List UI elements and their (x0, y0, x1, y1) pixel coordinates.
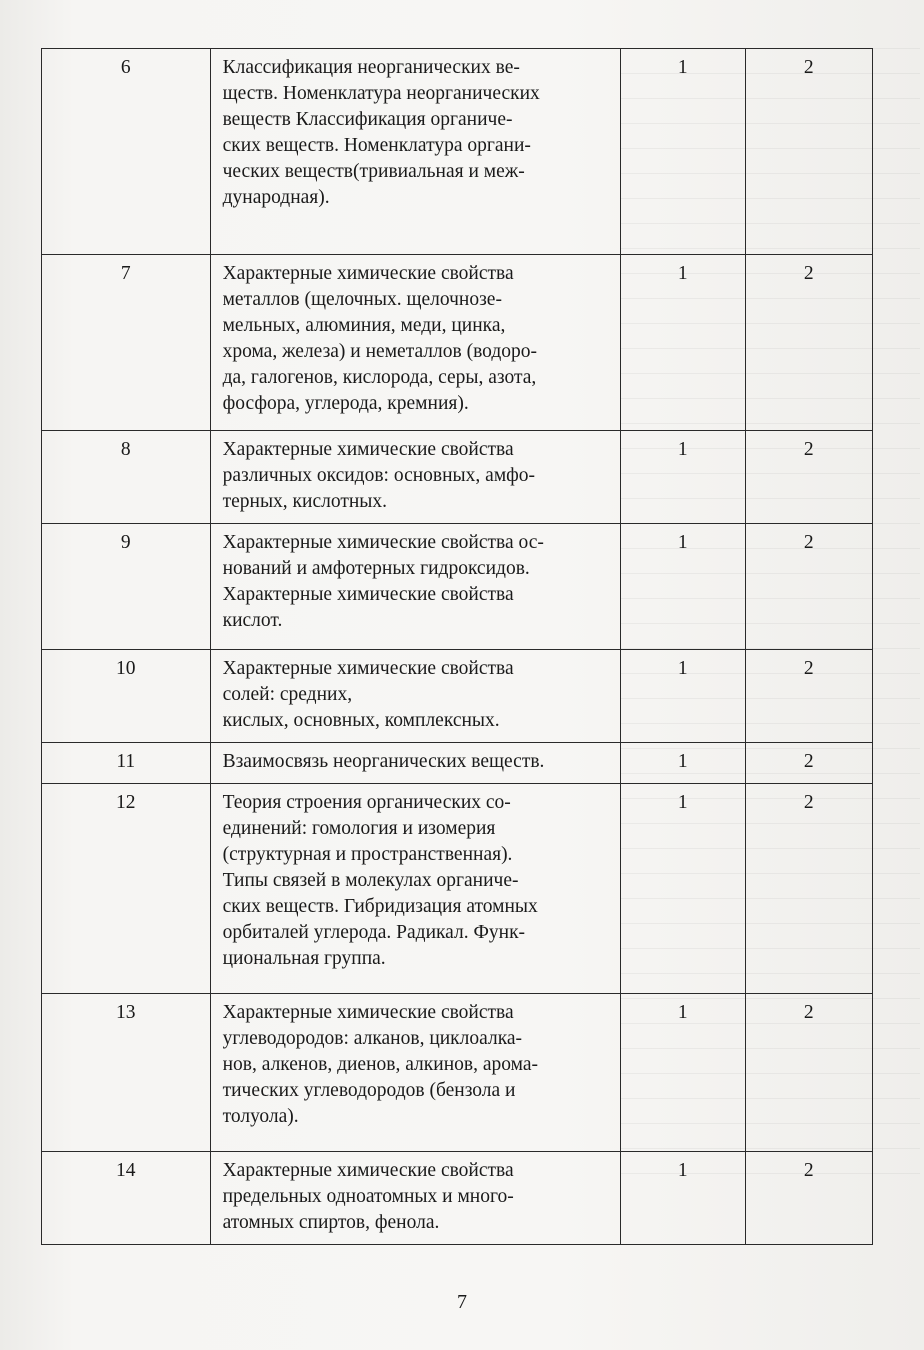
topic-line: Характерные химические свойства (222, 263, 514, 284)
topic-line: Классификация неорганических ве- (222, 57, 520, 78)
table-row (42, 784, 873, 994)
topic-line: дународная). (222, 187, 330, 208)
topic-line: циональная группа. (222, 948, 386, 969)
topic-line: мельных, алюминия, меди, цинка, (222, 315, 506, 336)
topic-line: нований и амфотерных гидроксидов. (222, 558, 530, 579)
row-topic (210, 650, 620, 743)
topic-line: Характерные химические свойства ос- (222, 532, 544, 553)
row-hours-1: 1 (621, 255, 745, 431)
row-hours-1: 1 (621, 524, 745, 650)
topic-line: (структурная и пространственная). (222, 844, 513, 865)
curriculum-table (41, 48, 873, 1245)
table-row (42, 49, 873, 255)
topic-line: толуола). (222, 1106, 299, 1127)
topic-line: солей: средних, (222, 684, 353, 705)
row-hours-2: 2 (745, 784, 873, 994)
row-topic (210, 431, 620, 524)
topic-line: Характерные химические свойства (222, 658, 514, 679)
row-number: 9 (42, 524, 211, 650)
topic-line: единений: гомология и изомерия (222, 818, 496, 839)
row-topic (210, 743, 620, 784)
topic-line: ческих веществ(тривиальная и меж- (222, 161, 525, 182)
topic-line: кислых, основных, комплексных. (222, 710, 500, 731)
row-hours-2: 2 (745, 743, 873, 784)
topic-line: предельных одноатомных и много- (222, 1186, 514, 1207)
page-number: 7 (457, 1291, 467, 1313)
topic-line: Характерные химические свойства (222, 439, 514, 460)
table-row (42, 1152, 873, 1245)
row-hours-1: 1 (621, 743, 745, 784)
row-hours-1: 1 (621, 650, 745, 743)
table-body (42, 49, 873, 1245)
row-number: 8 (42, 431, 211, 524)
row-hours-2: 2 (745, 650, 873, 743)
row-hours-1: 1 (621, 1152, 745, 1245)
topic-line: металлов (щелочных. щелочнозе- (222, 289, 502, 310)
topic-line: фосфора, углерода, кремния). (222, 393, 469, 414)
topic-line: Характерные химические свойства (222, 584, 514, 605)
row-hours-2: 2 (745, 994, 873, 1152)
row-hours-1: 1 (621, 994, 745, 1152)
topic-line: Характерные химические свойства (222, 1160, 514, 1181)
row-number: 14 (42, 1152, 211, 1245)
row-hours-1: 1 (621, 784, 745, 994)
topic-line: орбиталей углерода. Радикал. Функ- (222, 922, 526, 943)
table-row (42, 431, 873, 524)
row-hours-1: 1 (621, 49, 745, 255)
row-hours-2: 2 (745, 1152, 873, 1245)
row-topic (210, 1152, 620, 1245)
topic-line: Теория строения органических со- (222, 792, 511, 813)
row-hours-2: 2 (745, 255, 873, 431)
row-topic (210, 255, 620, 431)
topic-line: нов, алкенов, диенов, алкинов, арома- (222, 1054, 538, 1075)
topic-line: Типы связей в молекулах органиче- (222, 870, 519, 891)
row-number: 13 (42, 994, 211, 1152)
topic-line: веществ Классификация органиче- (222, 109, 513, 130)
row-topic (210, 524, 620, 650)
topic-line: Характерные химические свойства (222, 1002, 514, 1023)
row-number: 12 (42, 784, 211, 994)
row-number: 11 (42, 743, 211, 784)
topic-line: кислот. (222, 610, 283, 631)
row-number: 7 (42, 255, 211, 431)
topic-line: хрома, железа) и неметаллов (водоро- (222, 341, 538, 362)
table-row (42, 743, 873, 784)
topic-line: терных, кислотных. (222, 491, 388, 512)
topic-line: тических углеводородов (бензола и (222, 1080, 516, 1101)
table-row (42, 524, 873, 650)
topic-line: различных оксидов: основных, амфо- (222, 465, 536, 486)
topic-line: ских веществ. Номенклатура органи- (222, 135, 531, 156)
row-hours-2: 2 (745, 49, 873, 255)
topic-line: углеводородов: алканов, циклоалка- (222, 1028, 523, 1049)
row-number: 10 (42, 650, 211, 743)
table-row (42, 650, 873, 743)
table-row (42, 994, 873, 1152)
row-hours-2: 2 (745, 431, 873, 524)
row-number: 6 (42, 49, 211, 255)
topic-line: ществ. Номенклатура неорганических (222, 83, 540, 104)
topic-line: Взаимосвязь неорганических веществ. (222, 751, 545, 772)
row-topic (210, 994, 620, 1152)
row-topic (210, 49, 620, 255)
topic-line: ских веществ. Гибридизация атомных (222, 896, 538, 917)
row-hours-2: 2 (745, 524, 873, 650)
row-topic (210, 784, 620, 994)
topic-line: да, галогенов, кислорода, серы, азота, (222, 367, 537, 388)
row-hours-1: 1 (621, 431, 745, 524)
table-row (42, 255, 873, 431)
topic-line: атомных спиртов, фенола. (222, 1212, 440, 1233)
